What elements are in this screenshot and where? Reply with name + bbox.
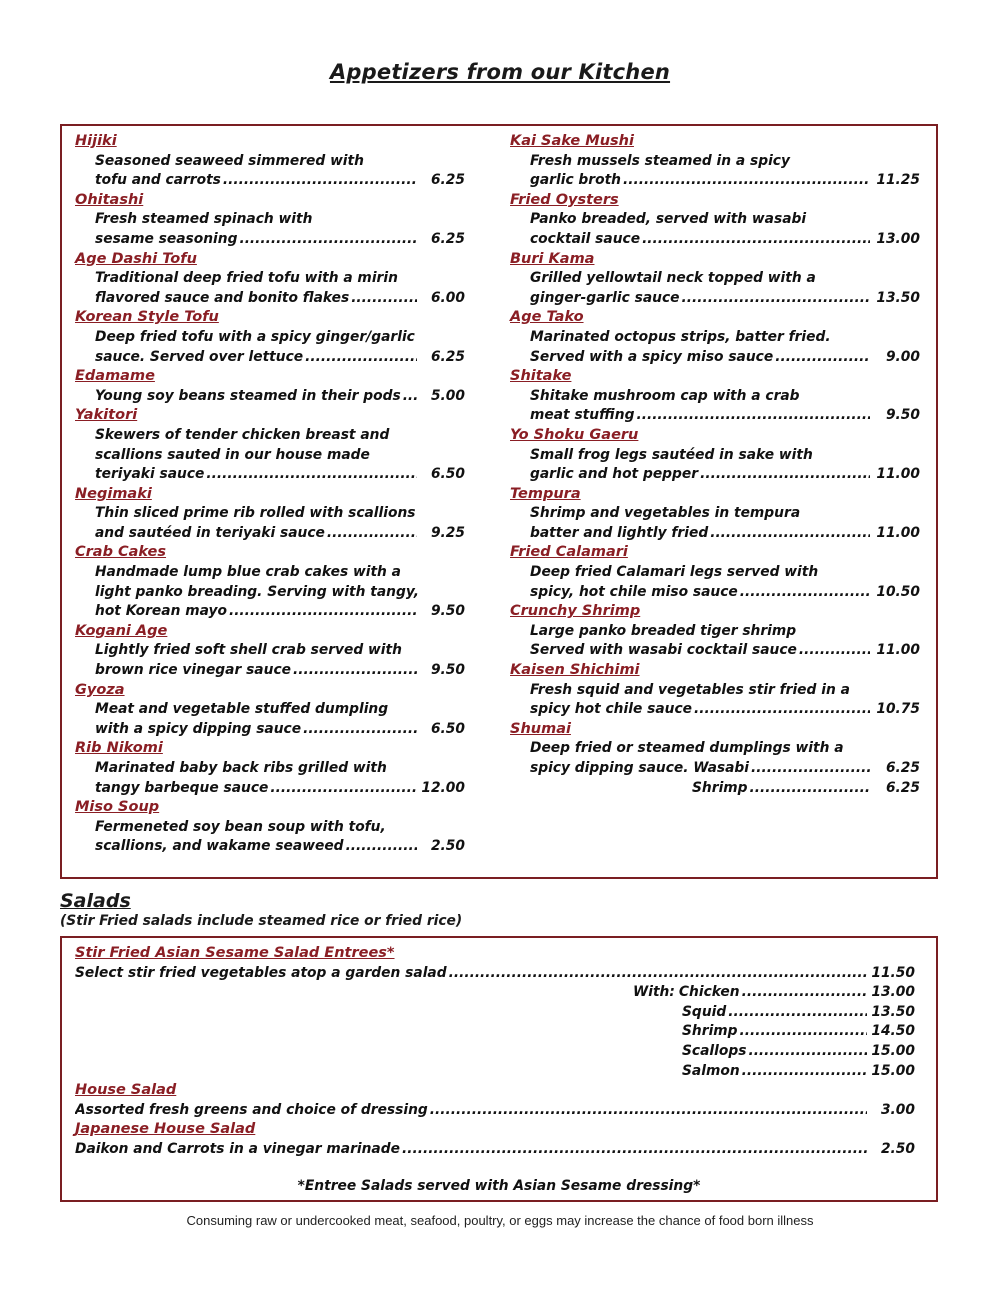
house-salad-name: House Salad [75, 1082, 177, 1099]
dot-leader [728, 1003, 867, 1023]
menu-item-price-row [75, 465, 465, 485]
dot-leader [403, 387, 417, 407]
menu-item-price-row [75, 837, 465, 857]
dot-leader [293, 661, 417, 681]
dot-leader [223, 171, 417, 191]
menu-item-variant-row [510, 779, 920, 799]
menu-item-description: Seasoned seaweed simmered with [95, 152, 364, 169]
menu-item-variant-price: 6.25 [885, 779, 920, 796]
menu-item-description: and sautéed in teriyaki sauce [95, 524, 325, 541]
menu-item-name: Crunchy Shrimp [510, 603, 641, 620]
japanese-salad-desc: Daikon and Carrots in a vinegar marinade [75, 1140, 400, 1157]
menu-item-name: Kogani Age [75, 622, 168, 639]
menu-item-price-row [510, 406, 920, 426]
dot-leader [351, 289, 417, 309]
menu-item-description: Panko breaded, served with wasabi [530, 211, 807, 228]
salad-option-row [682, 1022, 915, 1042]
menu-item-price-row [510, 171, 920, 191]
menu-item-description: Large panko breaded tiger shrimp [530, 622, 797, 639]
dot-leader [239, 230, 417, 250]
menu-item-description: Small frog legs sautéed in sake with [530, 446, 813, 463]
menu-item-description: sauce. Served over lettuce [95, 348, 304, 365]
menu-item-name: Edamame [75, 368, 155, 385]
salad-option-label: Chicken [678, 984, 740, 1001]
entree-salad-name: Stir Fried Asian Sesame Salad Entrees* [75, 945, 395, 961]
dot-leader [742, 983, 867, 1003]
menu-item-name: Age Dashi Tofu [75, 250, 197, 267]
menu-item-name: Kai Sake Mushi [510, 133, 634, 149]
menu-item-description: Fresh squid and vegetables stir fried in a [530, 681, 850, 698]
menu-item-price: 10.50 [876, 583, 920, 600]
house-salad-price: 3.00 [880, 1101, 915, 1118]
menu-item-description: scallions, and wakame seaweed [95, 838, 344, 855]
salads-title: Salads [60, 890, 131, 912]
menu-item-description: spicy dipping sauce. Wasabi [530, 760, 750, 776]
menu-item-description: Fresh steamed spinach with [95, 211, 313, 228]
menu-item-name: Fried Calamari [510, 544, 628, 561]
dot-leader [430, 1101, 867, 1121]
dot-leader [402, 1140, 867, 1160]
menu-item-description: Grilled yellowtail neck topped with a [530, 270, 816, 287]
menu-item-description: Marinated baby back ribs grilled with [95, 760, 387, 776]
dot-leader [710, 524, 870, 544]
dot-leader [775, 348, 870, 368]
dot-leader [623, 171, 870, 191]
menu-item-price: 13.50 [876, 289, 920, 306]
salad-option-row [682, 1042, 915, 1062]
menu-item-price: 9.50 [430, 603, 465, 620]
menu-item-price-row [75, 387, 465, 407]
menu-item-name: Hijiki [75, 133, 117, 149]
menu-item-price: 6.50 [430, 466, 465, 483]
salad-option-row [682, 1062, 915, 1082]
menu-item-price: 11.00 [876, 642, 920, 659]
salad-with-label: With: [633, 984, 675, 1001]
japanese-salad-name: Japanese House Salad [75, 1121, 256, 1138]
salads-box [60, 936, 938, 1202]
appetizers-right-column [510, 132, 920, 798]
menu-item-price: 9.25 [430, 524, 465, 541]
menu-item-price-row [510, 700, 920, 720]
salad-option-label: Shrimp [682, 1023, 738, 1040]
dot-leader [206, 465, 417, 485]
menu-item-price-row [75, 524, 465, 544]
menu-item-name: Rib Nikomi [75, 740, 163, 757]
dot-leader [636, 406, 870, 426]
menu-item-price: 6.00 [430, 289, 465, 306]
menu-item-price: 12.00 [421, 779, 465, 796]
menu-item-description: meat stuffing [530, 407, 635, 424]
menu-item-description: sesame seasoning [95, 230, 238, 247]
menu-item-price: 11.25 [876, 172, 920, 189]
menu-item-price: 6.25 [885, 760, 920, 776]
dot-leader [694, 700, 870, 720]
house-salad-row [75, 1101, 915, 1121]
salads-subtitle: (Stir Fried salads include steamed rice or fried rice) [60, 913, 463, 929]
menu-item-name: Negimaki [75, 485, 152, 502]
menu-item-description: Shitake mushroom cap with a crab [530, 387, 800, 404]
menu-item-description: light panko breading. Serving with tangy, [95, 583, 420, 600]
menu-item-name: Korean Style Tofu [75, 309, 219, 326]
salad-option-label: Squid [682, 1003, 727, 1020]
salad-option-price: 14.50 [871, 1023, 915, 1040]
menu-item-name: Yo Shoku Gaeru [510, 426, 639, 443]
salad-option-label: Scallops [682, 1042, 747, 1059]
menu-item-description: Handmade lump blue crab cakes with a [95, 564, 401, 581]
page-title: Appetizers from our Kitchen [329, 60, 671, 84]
japanese-salad-price: 2.50 [880, 1140, 915, 1157]
appetizers-left-column [75, 132, 465, 857]
menu-item-price: 9.00 [885, 348, 920, 365]
menu-item-name: Shumai [510, 720, 571, 737]
salad-option-row [682, 1003, 915, 1023]
menu-item-price-row [75, 779, 465, 799]
menu-item-name: Age Tako [510, 309, 584, 326]
menu-item-description: brown rice vinegar sauce [95, 662, 291, 679]
dot-leader [327, 524, 417, 544]
salad-option-price: 13.50 [871, 1003, 915, 1020]
dot-leader [229, 602, 417, 622]
menu-item-description: spicy, hot chile miso sauce [530, 583, 738, 600]
menu-item-name: Ohitashi [75, 191, 144, 208]
menu-item-description: Fresh mussels steamed in a spicy [530, 152, 790, 169]
menu-item-description: Deep fried or steamed dumplings with a [530, 740, 844, 757]
menu-item-price: 2.50 [430, 838, 465, 855]
menu-item-description: Served with a spicy miso sauce [530, 348, 774, 365]
menu-item-description: Young soy beans steamed in their pods [95, 387, 401, 404]
menu-item-description: flavored sauce and bonito flakes [95, 289, 350, 306]
menu-item-name: Fried Oysters [510, 191, 619, 208]
menu-item-price-row [75, 230, 465, 250]
menu-item-description: scallions sauted in our house made [95, 446, 370, 463]
salad-option-price: 13.00 [871, 984, 915, 1001]
menu-item-name: Yakitori [75, 407, 138, 424]
menu-item-description: Skewers of tender chicken breast and [95, 426, 390, 443]
menu-item-name: Miso Soup [75, 799, 160, 816]
dot-leader [799, 641, 870, 661]
menu-item-price-row [75, 171, 465, 191]
menu-item-description: garlic and hot pepper [530, 466, 699, 483]
menu-item-description: cocktail sauce [530, 230, 641, 247]
menu-item-description: Meat and vegetable stuffed dumpling [95, 701, 389, 718]
dot-leader [642, 230, 870, 250]
menu-item-price-row [510, 583, 920, 603]
menu-item-description: Thin sliced prime rib rolled with scallions [95, 505, 416, 522]
menu-item-description: with a spicy dipping sauce [95, 720, 302, 737]
menu-item-price: 10.75 [876, 701, 920, 718]
menu-item-price: 13.00 [876, 230, 920, 247]
japanese-salad-row [75, 1140, 915, 1160]
appetizers-box [60, 124, 938, 879]
menu-item-price: 11.00 [876, 524, 920, 541]
menu-item-description: hot Korean mayo [95, 603, 227, 620]
salads-list [75, 944, 915, 1160]
menu-item-name: Kaisen Shichimi [510, 662, 640, 679]
salad-note: *Entree Salads served with Asian Sesame dressing* [297, 1178, 701, 1194]
menu-item-description: teriyaki sauce [95, 466, 205, 483]
menu-item-price-row [510, 289, 920, 309]
menu-item-price: 6.25 [430, 230, 465, 247]
menu-item-variant-label: Shrimp [692, 779, 748, 796]
dot-leader [270, 779, 417, 799]
dot-leader [750, 779, 870, 799]
dot-leader [740, 583, 870, 603]
menu-item-price: 9.50 [885, 407, 920, 424]
menu-item-price-row [75, 289, 465, 309]
menu-item-price: 5.00 [430, 387, 465, 404]
dot-leader [740, 1022, 867, 1042]
menu-item-price: 6.25 [430, 348, 465, 365]
menu-item-description: Fermeneted soy bean soup with tofu, [95, 818, 386, 835]
salad-option-price: 15.00 [871, 1042, 915, 1059]
menu-item-description: Lightly fried soft shell crab served with [95, 642, 402, 659]
menu-item-name: Buri Kama [510, 250, 595, 267]
menu-item-price-row [510, 641, 920, 661]
dot-leader [303, 720, 417, 740]
menu-item-price-row [510, 465, 920, 485]
menu-item-description: Deep fried Calamari legs served with [530, 564, 819, 581]
menu-item-name: Tempura [510, 485, 581, 502]
dot-leader [700, 465, 870, 485]
entree-salad-row [75, 964, 915, 984]
menu-item-price: 6.25 [430, 172, 465, 189]
menu-item-price-row [510, 230, 920, 250]
menu-item-description: Served with wasabi cocktail sauce [530, 642, 797, 659]
menu-item-price-row [510, 348, 920, 368]
menu-item-price-row [75, 602, 465, 622]
menu-item-price-row [510, 759, 920, 779]
menu-item-price-row [75, 348, 465, 368]
salad-option-row [633, 983, 915, 1003]
dot-leader [751, 759, 870, 779]
dot-leader [346, 837, 417, 857]
entree-salad-price: 11.50 [871, 964, 915, 981]
menu-item-description: Shrimp and vegetables in tempura [530, 505, 801, 522]
menu-item-price-row [75, 720, 465, 740]
menu-item-description: tofu and carrots [95, 172, 221, 189]
menu-item-description: spicy hot chile sauce [530, 701, 692, 718]
menu-item-price-row [75, 661, 465, 681]
menu-item-price-row [510, 524, 920, 544]
menu-item-price: 11.00 [876, 466, 920, 483]
dot-leader [305, 348, 417, 368]
house-salad-desc: Assorted fresh greens and choice of dressing [75, 1101, 428, 1118]
menu-item-description: Deep fried tofu with a spicy ginger/garlic [95, 328, 415, 345]
dot-leader [742, 1062, 867, 1082]
menu-item-description: ginger-garlic sauce [530, 289, 680, 306]
menu-item-name: Crab Cakes [75, 544, 167, 561]
entree-salad-desc: Select stir fried vegetables atop a garden salad [75, 964, 447, 981]
dot-leader [449, 964, 867, 984]
menu-item-name: Shitake [510, 368, 572, 385]
dot-leader [682, 289, 870, 309]
menu-item-description: Traditional deep fried tofu with a mirin [95, 270, 398, 287]
dot-leader [748, 1042, 867, 1062]
salad-option-price: 15.00 [871, 1062, 915, 1079]
menu-item-name: Gyoza [75, 681, 125, 698]
menu-item-price: 6.50 [430, 720, 465, 737]
menu-item-price: 9.50 [430, 662, 465, 679]
footer-disclaimer: Consuming raw or undercooked meat, seafood, poultry, or eggs may increase the chance of food born illness [186, 1213, 814, 1228]
menu-item-description: garlic broth [530, 172, 622, 189]
salad-option-label: Salmon [682, 1062, 740, 1079]
menu-item-description: Marinated octopus strips, batter fried. [530, 328, 831, 345]
menu-item-description: batter and lightly fried [530, 524, 709, 541]
menu-item-description: tangy barbeque sauce [95, 779, 269, 796]
